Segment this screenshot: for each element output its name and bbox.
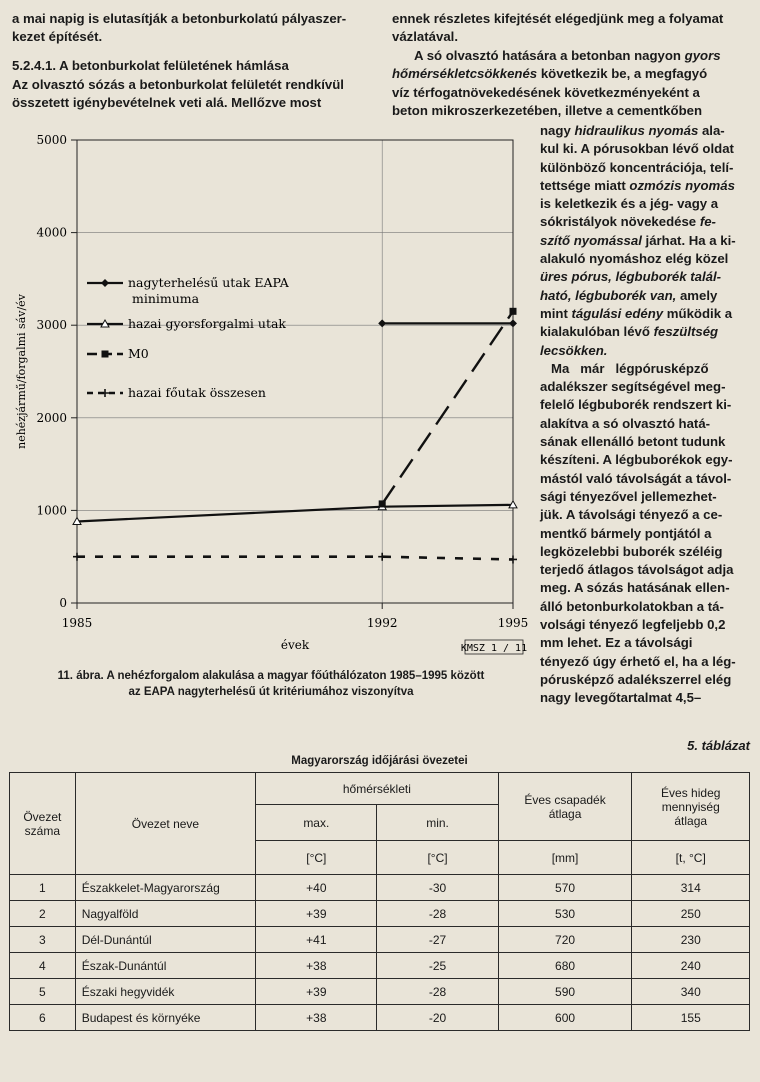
table-cell: +40 [256,875,377,901]
y-tick-label: 0 [59,596,67,610]
narrow-line: jük. A távolsági tényező a ce- [540,507,723,523]
narrow-line: felelő légbuborék rendszert ki- [540,397,732,413]
table-cell: 6 [10,1005,76,1031]
series-point-2 [510,308,517,315]
narrow-line: mentkő bármely pontjától a [540,525,712,541]
right-intro [392,10,750,47]
table-cell: 530 [498,901,632,927]
narrow-line: alakítva a só olvasztó hatá- [540,415,711,431]
table-cell: -27 [377,927,498,953]
intro-line-2: kezet építését. [12,29,103,45]
table-cell: -28 [377,901,498,927]
right-para-line-3: víz térfogatnövekedésének következményeként a [392,84,700,100]
right-para-line-4: beton mikroszerkezetében, illetve a cementkőben [392,102,703,118]
table-cell: -30 [377,875,498,901]
right-para-line-1: A só olvasztó hatására a betonban nagyon gyors [414,48,721,63]
table-cell: 2 [10,901,76,927]
table-cell: Észak-Dunántúl [75,953,255,979]
plot-frame [77,140,513,603]
narrow-line: mástól való távolságát a távol- [540,470,732,486]
unit-cold: [t, °C] [632,841,750,875]
table-cell: 680 [498,953,632,979]
series-point-0 [378,319,386,327]
narrow-line: volsági tényező legfeljebb 0,2 [540,617,726,633]
right-paragraph [392,47,750,120]
narrow-line: ható, légbuborék van, amely [540,287,718,303]
table-cell: 155 [632,1005,750,1031]
table-cell: -20 [377,1005,498,1031]
table-row [10,875,750,901]
table-cell: -28 [377,979,498,1005]
table-row [10,979,750,1005]
x-tick-label: 1992 [366,616,398,630]
series-point-3 [378,553,386,561]
legend-label: minimuma [132,291,200,306]
legend-label: M0 [128,346,149,361]
series-point-3 [73,553,81,561]
narrow-line: legközelebbi buborék széléig [540,543,723,559]
narrow-line: álló betonburkolatokban a tá- [540,598,724,614]
narrow-line: alakuló nyomáshoz elég közel [540,251,729,267]
x-tick-label: 1995 [497,616,529,630]
table-cell: 4 [10,953,76,979]
narrow-line: sának ellenálló betont tudunk [540,434,726,450]
series-point-2 [379,500,386,507]
narrow-line: tényező úgy érhető el, ha a lég- [540,653,736,669]
y-tick-label: 4000 [36,225,67,240]
y-axis-label: nehézjármű/forgalmi sáv/év [15,294,28,449]
table-cell: Északkelet-Magyarország [75,875,255,901]
table-cell: Dél-Dunántúl [75,927,255,953]
table-cell: 5 [10,979,76,1005]
table-cell: 600 [498,1005,632,1031]
narrow-line: lecsökken. [540,342,608,358]
y-tick-label: 1000 [36,503,67,518]
narrow-line: sági tényezővel jellemezhet- [540,488,717,504]
table-cell: Nagyalföld [75,901,255,927]
left-para-line-2: összetett igénybevételnek veti alá. Mellőzve most [12,95,322,111]
narrow-line: is keletkezik és a jég- vagy a [540,196,719,212]
section-heading: 5.2.4.1. A betonburkolat felületének hámlása [12,58,289,73]
narrow-line: terjedő átlagos távolságot adja [540,562,734,578]
series-line-3 [77,557,513,560]
series-point-3 [509,555,517,563]
x-axis-label: évek [280,638,310,652]
narrow-line: mm lehet. Ez a távolsági [540,635,693,651]
header-max: max. [256,805,377,841]
table-row [10,953,750,979]
narrow-line: mint tágulási edény működik a [540,305,733,321]
narrow-line: pórusképző adalékszerrel elég [540,671,732,687]
x-tick-label: 1985 [61,616,93,630]
narrow-line: nagy hidraulikus nyomás ala- [540,123,725,138]
table-cell: 230 [632,927,750,953]
left-para-line-1: Az olvasztó sózás a betonburkolat felületét rendkívül [12,77,344,92]
narrow-line: nagy levegőtartalmat 4,5– [540,690,702,706]
header-temperature: hőmérsékleti [256,773,498,805]
table-cell: +38 [256,953,377,979]
legend-marker-2 [102,351,109,358]
y-tick-label: 5000 [36,133,67,147]
table-cell: 570 [498,875,632,901]
table-cell: +38 [256,1005,377,1031]
header-zone-number: Övezet száma [10,773,76,875]
right-para-line-2: hőmérsékletcsökkenés következik be, a megfagyó [392,66,708,82]
table-cell: +39 [256,901,377,927]
legend-label: hazai gyorsforgalmi utak [128,316,286,331]
table-cell: +39 [256,979,377,1005]
legend-label: nagyterhelésű utak EAPA [128,275,289,290]
narrow-line: adalékszer segítségével meg- [540,379,726,395]
table-row [10,901,750,927]
figure-caption [12,668,530,700]
y-tick-label: 3000 [36,318,67,333]
unit-max: [°C] [256,841,377,875]
series-point-0 [509,319,517,327]
table-cell: Északi hegyvidék [75,979,255,1005]
narrow-line: sókristályok növekedése fe- [540,214,716,230]
table-cell: +41 [256,927,377,953]
table-row [10,1005,750,1031]
right-intro-line-2: vázlatával. [392,29,458,45]
series-line-1 [77,505,513,522]
table-cell: 1 [10,875,76,901]
table-cell: Budapest és környéke [75,1005,255,1031]
narrow-line: kul ki. A pórusokban lévő oldat [540,141,734,157]
narrow-line: kialakulóban lévő feszültség [540,324,719,340]
narrow-line: üres pórus, légbuborék talál- [540,269,721,285]
table-cell: -25 [377,953,498,979]
climate-zones-table [9,772,750,1031]
table-cell: 250 [632,901,750,927]
narrow-line: készíteni. A légbuborékok egy- [540,452,733,468]
header-precipitation: Éves csapadék átlaga [498,773,632,841]
stamp-text: KMSZ 1 / 11 [460,643,528,654]
unit-min: [°C] [377,841,498,875]
narrow-text-column [540,122,750,708]
caption-line-1: 11. ábra. A nehézforgalom alakulása a magyar főúthálózaton 1985–1995 között [57,670,485,682]
table-label: 5. táblázat [687,738,750,753]
narrow-line: tettsége miatt ozmózis nyomás [540,177,735,193]
narrow-line: különböző koncentrációja, telí- [540,159,734,175]
narrow-line: Ma már légpórusképző [540,360,709,376]
header-cold-amount: Éves hideg mennyiség átlaga [632,773,750,841]
narrow-line: szítő nyomással járhat. Ha a ki- [540,232,736,248]
right-intro-line-1: ennek részletes kifejtését elégedjünk meg a folyamat [392,11,724,26]
traffic-chart [10,128,538,662]
header-zone-name: Övezet neve [75,773,255,875]
y-tick-label: 2000 [36,410,67,425]
legend-label: hazai főutak összesen [128,385,266,400]
legend-marker-0 [101,279,109,287]
unit-precipitation: [mm] [498,841,632,875]
table-cell: 590 [498,979,632,1005]
caption-line-2: az EAPA nagyterhelésű út kritériumához viszonyítva [128,686,414,698]
table-cell: 314 [632,875,750,901]
left-intro [12,10,384,47]
table-cell: 720 [498,927,632,953]
header-min: min. [377,805,498,841]
table-cell: 340 [632,979,750,1005]
intro-line-1: a mai napig is elutasítják a betonburkolatú pályaszer- [12,11,347,26]
legend-marker-3 [101,389,109,397]
narrow-line: meg. A sózás hatásának ellen- [540,580,730,596]
table-cell: 240 [632,953,750,979]
left-paragraph [12,76,384,113]
table-title: Magyarország időjárási övezetei [291,755,468,767]
table-cell: 3 [10,927,76,953]
table-row [10,927,750,953]
series-line-2 [382,311,513,504]
